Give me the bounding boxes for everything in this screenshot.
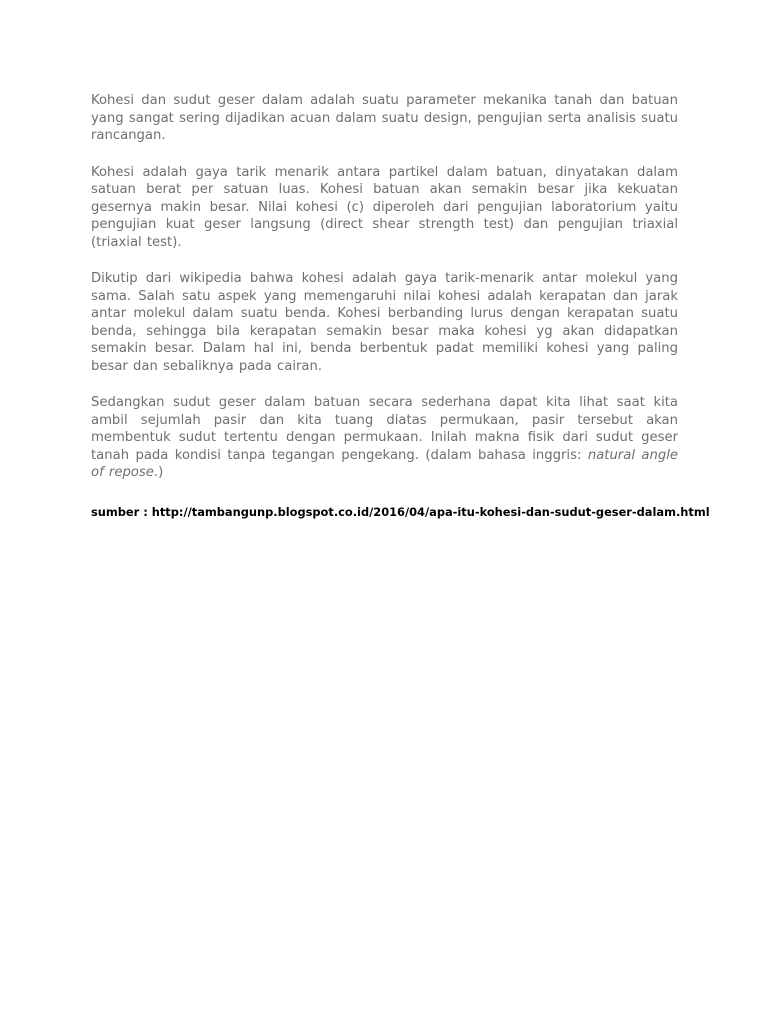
paragraph-3: Dikutip dari wikipedia bahwa kohesi adalah gaya tarik-menarik antar molekul yang sama. Salah satu aspek yang memengaruhi nilai kohesi adalah kerapatan dan jarak antar molekul dalam suatu benda. Kohesi berbanding lurus dengan kerapatan suatu benda, sehingga bila kerapatan semakin besar maka kohesi yg akan didapatkan semakin besar. Dalam hal ini, benda berbentuk padat memiliki kohesi yang paling besar dan sebaliknya pada cairan.	[91, 271, 678, 374]
paragraph-2: Kohesi adalah gaya tarik menarik antara partikel dalam batuan, dinyatakan dalam satuan berat per satuan luas. Kohesi batuan akan semakin besar jika kekuatan gesernya makin besar. Nilai kohesi (c) diperoleh dari pengujian laboratorium yaitu pengujian kuat geser langsung (direct shear strength test) dan pengujian triaxial (triaxial test).	[91, 164, 678, 250]
paragraph-4-italic-term: natural angle of repose	[91, 447, 678, 480]
paragraph-4-text: Sedangkan sudut geser dalam batuan secara sederhana dapat kita lihat saat kita ambil sejumlah pasir dan kita tuang diatas permukaan, pasir tersebut akan membentuk sudut tertentu dengan permukaan. Inilah makna fisik dari sudut geser tanah pada kondisi tanpa tegangan pengekang. (dalam bahasa inggris:	[91, 395, 678, 463]
paragraph-4	[91, 394, 678, 482]
source-citation: sumber : http://tambangunp.blogspot.co.id/2016/04/apa-itu-kohesi-dan-sudut-geser-dalam.html	[91, 505, 710, 519]
paragraph-1: Kohesi dan sudut geser dalam adalah suatu parameter mekanika tanah dan batuan yang sangat sering dijadikan acuan dalam suatu design, pengujian serta analisis suatu rancangan.	[91, 93, 678, 143]
paragraph-4-end: .)	[153, 465, 164, 480]
document-body	[91, 92, 678, 501]
